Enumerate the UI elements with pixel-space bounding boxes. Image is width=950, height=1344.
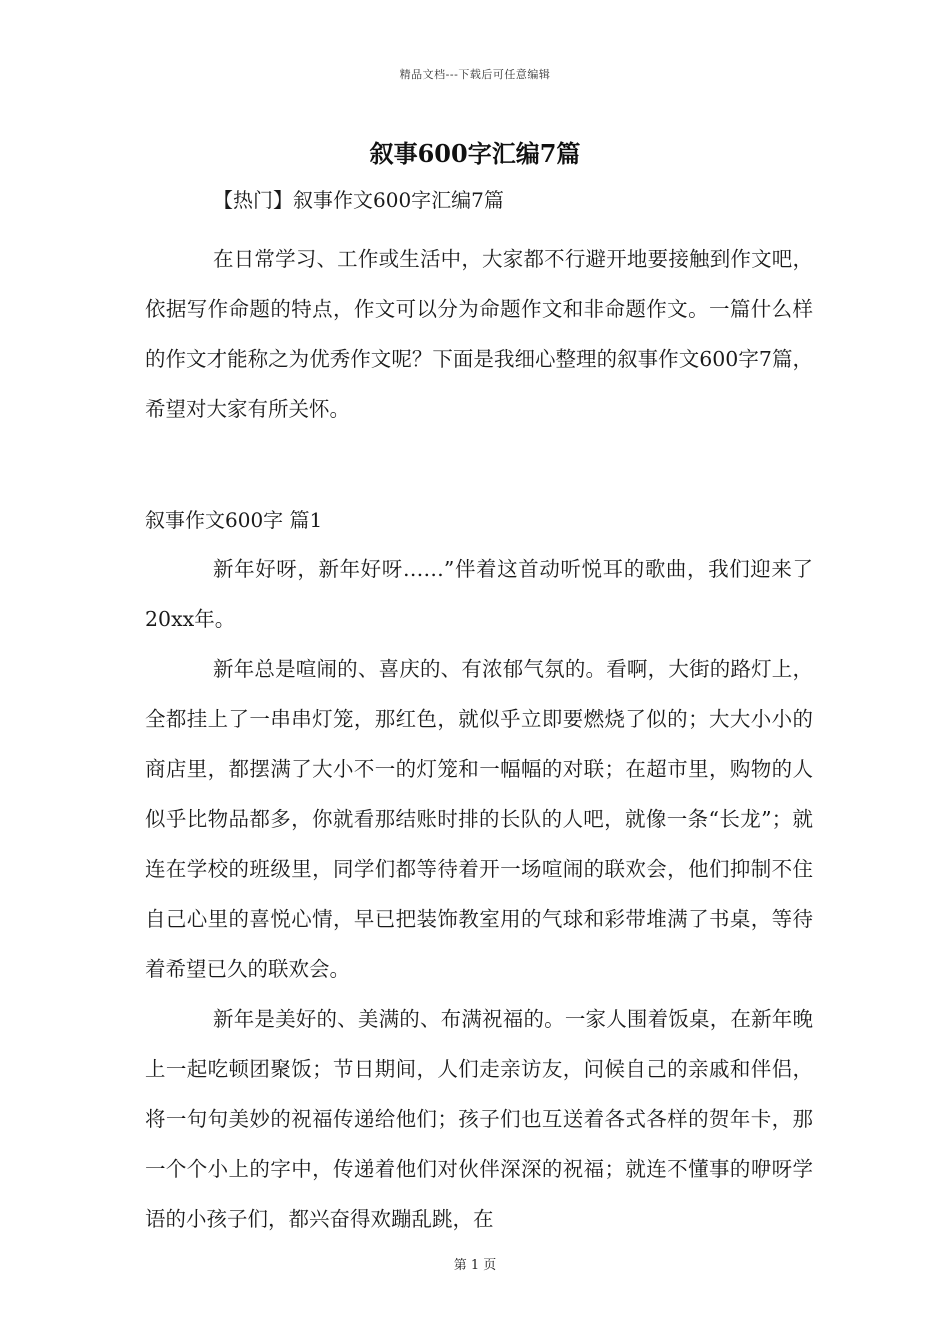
header-note: 精品文档---下载后可任意编辑 <box>399 68 551 81</box>
body-paragraph-3: 新年是美好的、美满的、布满祝福的。一家人围着饭桌，在新年晚上一起吃顿团聚饭；节日期间，人们走亲访友，问候自己的亲戚和伴侣，将一句句美妙的祝福传递给他们；孩子们也互送着各式各样的贺年卡，那一个个小上的字中，传递着他们对伙伴深深的祝福；就连不懂事的咿呀学语的小孩子们，都兴奋得欢蹦乱跳，在 <box>145 1007 813 1231</box>
document-title: 叙事600字汇编7篇 <box>369 139 581 168</box>
body-paragraph-1: 新年好呀，新年好呀……”伴着这首动听悦耳的歌曲，我们迎来了20xx年。 <box>145 557 813 631</box>
body-paragraph-2: 新年总是喧闹的、喜庆的、有浓郁气氛的。看啊，大街的路灯上，全都挂上了一串串灯笼，那红色，就似乎立即要燃烧了似的；大大小小的商店里，都摆满了大小不一的灯笼和一幅幅的对联；在超市里，购物的人似乎比物品都多，你就看那结账时排的长队的人吧，就像一条“长龙”；就连在学校的班级里，同学们都等待着开一场喧闹的联欢会，他们抑制不住自己心里的喜悦心情，早已把装饰教室用的气球和彩带堆满了书桌，等待着希望已久的联欢会。 <box>145 657 813 981</box>
page-number: 第 1 页 <box>453 1258 497 1273</box>
intro-paragraph: 在日常学习、工作或生活中，大家都不行避开地要接触到作文吧，依据写作命题的特点，作文可以分为命题作文和非命题作文。一篇什么样的作文才能称之为优秀作文呢？下面是我细心整理的叙事作文600字7篇，希望对大家有所关怀。 <box>145 247 813 421</box>
document-body <box>145 180 813 1244</box>
document-subtitle: 【热门】叙事作文600字汇编7篇 <box>213 188 504 212</box>
section-heading: 叙事作文600字 篇1 <box>145 508 323 532</box>
